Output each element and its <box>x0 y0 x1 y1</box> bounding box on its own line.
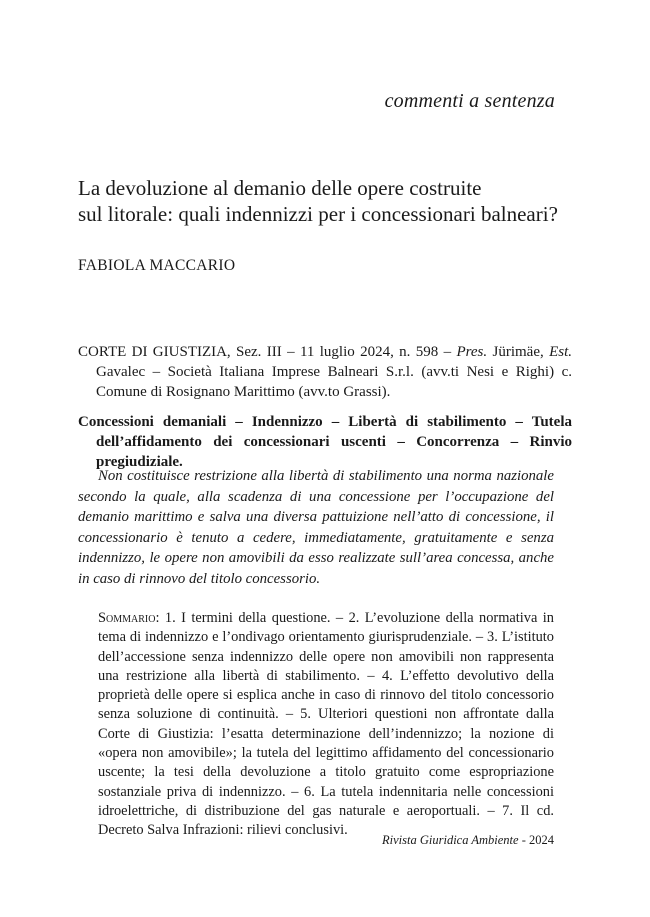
case-reference <box>78 342 572 402</box>
page-footer <box>382 833 554 848</box>
case-parties: Gavalec – Società Italiana Imprese Balneari S.r.l. (avv.ti Nesi e Righi) c. Comune di Rosignano Marittimo (avv.to Grassi). <box>96 364 572 400</box>
sommario-label: Sommario: <box>98 610 160 626</box>
case-pres-name: Jürimäe, <box>487 344 550 360</box>
author-name: FABIOLA MACCARIO <box>78 257 236 274</box>
sommario <box>98 609 554 841</box>
journal-name: Rivista Giuridica Ambiente <box>382 833 519 847</box>
article-title-line-1: La devoluzione al demanio delle opere costruite <box>78 176 482 200</box>
footer-separator: - <box>518 833 529 847</box>
article-title <box>78 175 578 227</box>
case-est-label: Est. <box>549 344 572 360</box>
article-title-line-2: sul litorale: quali indennizzi per i concessionari balneari? <box>78 202 558 226</box>
case-court: CORTE DI GIUSTIZIA, Sez. III – 11 luglio 2024, n. 598 – <box>78 344 457 360</box>
keywords: Concessioni demaniali – Indennizzo – Libertà di stabilimento – Tutela dell’affidamento dei concessionari uscenti – Concorrenza – Rinvio pregiudiziale. <box>78 414 572 470</box>
journal-year: 2024 <box>529 833 554 847</box>
massima: Non costituisce restrizione alla libertà di stabilimento una norma nazionale secondo la quale, alla scadenza di una concessione per l’occupazione del demanio marittimo e salva una diversa pattuizione nell’atto di concessione, il concessionario è tenuto a cedere, immediatamente, gratuitamente e senza indennizzo, le opere non amovibili da esso realizzate sull’area concessa, anche in caso di rinnovo del titolo concessorio. <box>78 468 554 587</box>
sommario-text: 1. I termini della questione. – 2. L’evoluzione della normativa in tema di indennizzo e l’ondivago orientamento giurisprudenziale. – 3. L’istituto dell’accessione senza indennizzo delle opere non amovibili non rappresenta una restrizione alla libertà di stabilimento. – 4. L’effetto devolutivo della proprietà delle opere si esplica anche in caso di rinnovo del titolo concessorio senza soluzione di continuità. – 5. Ulteriori questioni non affrontate dalla Corte di Giustizia: l’esatta determinazione dell’indennizzo; la nozione di «opera non amovibile»; la tutela del legittimo affidamento del concessionario uscente; la tesi della devoluzione a titolo gratuito come espropriazione sostanziale priva di indennizzo. – 6. La tutela indennitaria nelle concessioni idroelettriche, di distribuzione del gas naturale e aeroportuali. – 7. Il cd. Decreto Salva Infrazioni: rilievi conclusivi. <box>98 610 554 839</box>
section-label: commenti a sentenza <box>384 90 555 112</box>
case-pres-label: Pres. <box>456 344 488 360</box>
